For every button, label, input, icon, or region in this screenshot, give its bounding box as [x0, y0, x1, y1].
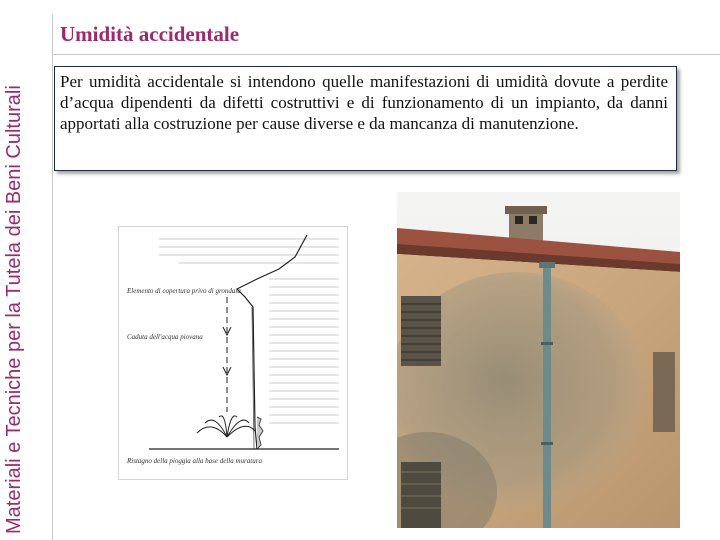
facade-illustration [397, 192, 680, 528]
sketch-label-roof: Elemento di copertura privo di grondaia [127, 287, 241, 295]
vertical-course-title-band [0, 0, 52, 540]
title-underline [52, 54, 720, 55]
rain-runoff-sketch [118, 226, 348, 480]
vertical-divider [52, 14, 53, 540]
sketch-label-base: Ristagno della pioggia alla base della muratura [127, 457, 262, 465]
definition-text-box: Per umidità accidentale si intendono quelle manifestazioni di umidità dovute a perdite d’acqua dipendenti da difetti costruttivi e di funzionamento di un impianto, da danni apportati alla costruzione per cause diverse e da mancanza di manutenzione. [54, 66, 677, 171]
sketch-label-rain: Caduta dell'acqua piovana [127, 333, 203, 341]
slide-title: Umidità accidentale [60, 22, 240, 46]
vertical-course-title: Materiali e Tecniche per la Tutela dei Beni Culturali [3, 85, 25, 534]
damp-facade-photo [397, 192, 680, 528]
sketch-drawing [119, 227, 347, 479]
